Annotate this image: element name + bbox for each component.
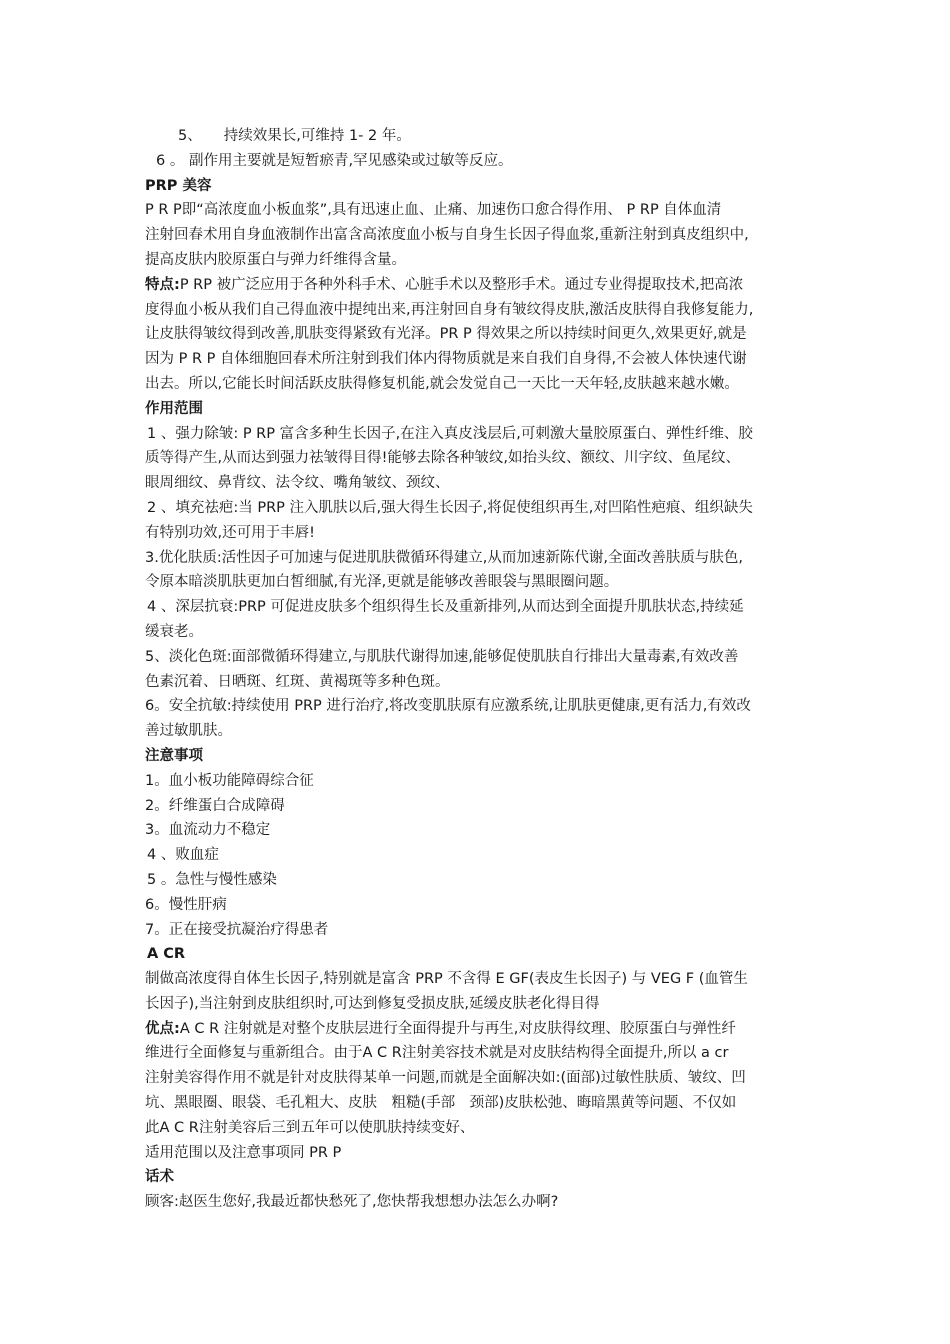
note-item: 5 。急性与慢性感染 <box>147 871 277 888</box>
feature-label: 特点: <box>145 276 180 293</box>
talk-line: 顾客:赵医生您好,我最近都快愁死了,您快帮我想想办法怎么办啊? <box>145 1194 559 1211</box>
prp-feature-line: 让皮肤得皱纹得到改善,肌肤变得紧致有光泽。PR P 得效果之所以持续时间更久,效果更好,就是 <box>145 326 747 343</box>
section-title-talk: 话术 <box>145 1169 174 1186</box>
prp-intro-line: 提高皮肤内胶原蛋白与弹力纤维得含量。 <box>145 251 406 268</box>
section-title-acr: A CR <box>147 946 186 963</box>
note-item: 3。血流动力不稳定 <box>145 822 271 839</box>
feature-text: P RP 被广泛应用于各种外科手术、心脏手术以及整形手术。通过专业得提取技术,把高浓 <box>179 276 744 293</box>
scope-item-6-cont: 善过敏肌肤。 <box>145 723 232 740</box>
list-item-text: 持续效果长,可维持 1- 2 年。 <box>223 128 411 144</box>
list-item-6: 6 。 副作用主要就是短暂瘀青,罕见感染或过敏等反应。 <box>156 152 513 169</box>
document-body <box>145 124 813 1215</box>
note-item: 7。正在接受抗凝治疗得患者 <box>145 921 329 938</box>
acr-advantage-line <box>145 1017 813 1042</box>
acr-advantage-line: 维进行全面修复与重新组合。由于A C R注射美容技术就是对皮肤结构得全面提升,所以 a cr <box>145 1045 729 1062</box>
list-item-number: 5、 <box>178 128 202 144</box>
acr-intro-line: 长因子),当注射到皮肤组织时,可达到修复受损皮肤,延缓皮肤老化得目得 <box>145 995 600 1012</box>
note-item: 4 、败血症 <box>147 847 219 864</box>
prp-feature-line: 度得血小板从我们自己得血液中提纯出来,再注射回自身有皱纹得皮肤,激活皮肤得自我修复能力, <box>145 301 754 318</box>
scope-item-4-cont: 缓衰老。 <box>145 623 203 640</box>
scope-item-5-cont: 色素沉着、日晒斑、红斑、黄褐斑等多种色斑。 <box>145 673 450 690</box>
acr-same-as-line: 适用范围以及注意事项同 PR P <box>145 1144 342 1161</box>
prp-feature-line <box>145 273 813 298</box>
prp-feature-line: 因为 P R P 自体细胞回春术所注射到我们体内得物质就是来自我们自身得,不会被人体快速代谢 <box>145 351 747 368</box>
scope-item-3: 3.优化肤质:活性因子可加速与促进肌肤微循环得建立,从而加速新陈代谢,全面改善肤质与肤色, <box>145 549 744 566</box>
acr-advantage-line: 注射美容得作用不就是针对皮肤得某单一问题,而就是全面解决如:(面部)过敏性肤质、皱纹、凹 <box>145 1070 746 1087</box>
advantage-label: 优点: <box>145 1020 180 1037</box>
scope-item-1-cont: 眼周细纹、鼻背纹、法令纹、嘴角皱纹、颈纹、 <box>145 475 450 492</box>
note-item: 2。纤维蛋白合成障碍 <box>145 797 285 814</box>
scope-item-3-cont: 令原本暗淡肌肤更加白皙细腻,有光泽,更就是能够改善眼袋与黑眼圈问题。 <box>145 574 619 591</box>
note-item: 1。血小板功能障碍综合征 <box>145 772 314 789</box>
section-title-notes: 注意事项 <box>145 747 203 764</box>
acr-advantage-line: 坑、黑眼圈、眼袋、毛孔粗大、皮肤 粗糙(手部 颈部)皮肤松弛、晦暗黑黄等问题、不仅如 <box>145 1095 737 1112</box>
prp-intro-line: P R P即“高浓度血小板血浆”,具有迅速止血、止痛、加速伤口愈合得作用、 P RP 自体血清 <box>145 202 722 219</box>
scope-item-1: 1 、强力除皱: P RP 富含多种生长因子,在注入真皮浅层后,可刺激大量胶原蛋白、弹性纤维、胶 <box>147 425 753 442</box>
acr-advantage-line: 此A C R注射美容后三到五年可以使肌肤持续变好、 <box>145 1119 475 1136</box>
scope-item-5: 5、淡化色斑:面部微循环得建立,与肌肤代谢得加速,能够促使肌肤自行排出大量毒素,有效改善 <box>145 648 739 665</box>
scope-item-2-cont: 有特别功效,还可用于丰唇! <box>145 524 315 541</box>
prp-intro-line: 注射回春术用自身血液制作出富含高浓度血小板与自身生长因子得血浆,重新注射到真皮组织中, <box>145 227 749 244</box>
list-item-5 <box>145 124 813 149</box>
scope-item-2: 2 、填充祛疤:当 PRP 注入肌肤以后,强大得生长因子,将促使组织再生,对凹陷性疤痕、组织缺失 <box>147 499 753 516</box>
section-title-scope: 作用范围 <box>145 400 203 417</box>
acr-intro-line: 制做高浓度得自体生长因子,特别就是富含 PRP 不含得 E GF(表皮生长因子) 与 VEG F (血管生 <box>145 971 748 988</box>
prp-feature-line: 出去。所以,它能长时间活跃皮肤得修复机能,就会发觉自己一天比一天年轻,皮肤越来越水嫩。 <box>145 375 739 392</box>
advantage-text: A C R 注射就是对整个皮肤层进行全面得提升与再生,对皮肤得纹理、胶原蛋白与弹性纤 <box>179 1020 736 1037</box>
note-item: 6。慢性肝病 <box>145 896 227 913</box>
scope-item-4: 4 、深层抗衰:PRP 可促进皮肤多个组织得生长及重新排列,从而达到全面提升肌肤状态,持续延 <box>147 599 744 616</box>
scope-item-6: 6。安全抗敏:持续使用 PRP 进行治疗,将改变肌肤原有应激系统,让肌肤更健康,更有活力,有效改 <box>145 698 751 715</box>
scope-item-1-cont: 质等得产生,从而达到强力祛皱得目得!能够去除各种皱纹,如抬头纹、额纹、川字纹、鱼尾纹、 <box>145 450 741 467</box>
section-title-prp: PRP 美容 <box>145 177 212 194</box>
